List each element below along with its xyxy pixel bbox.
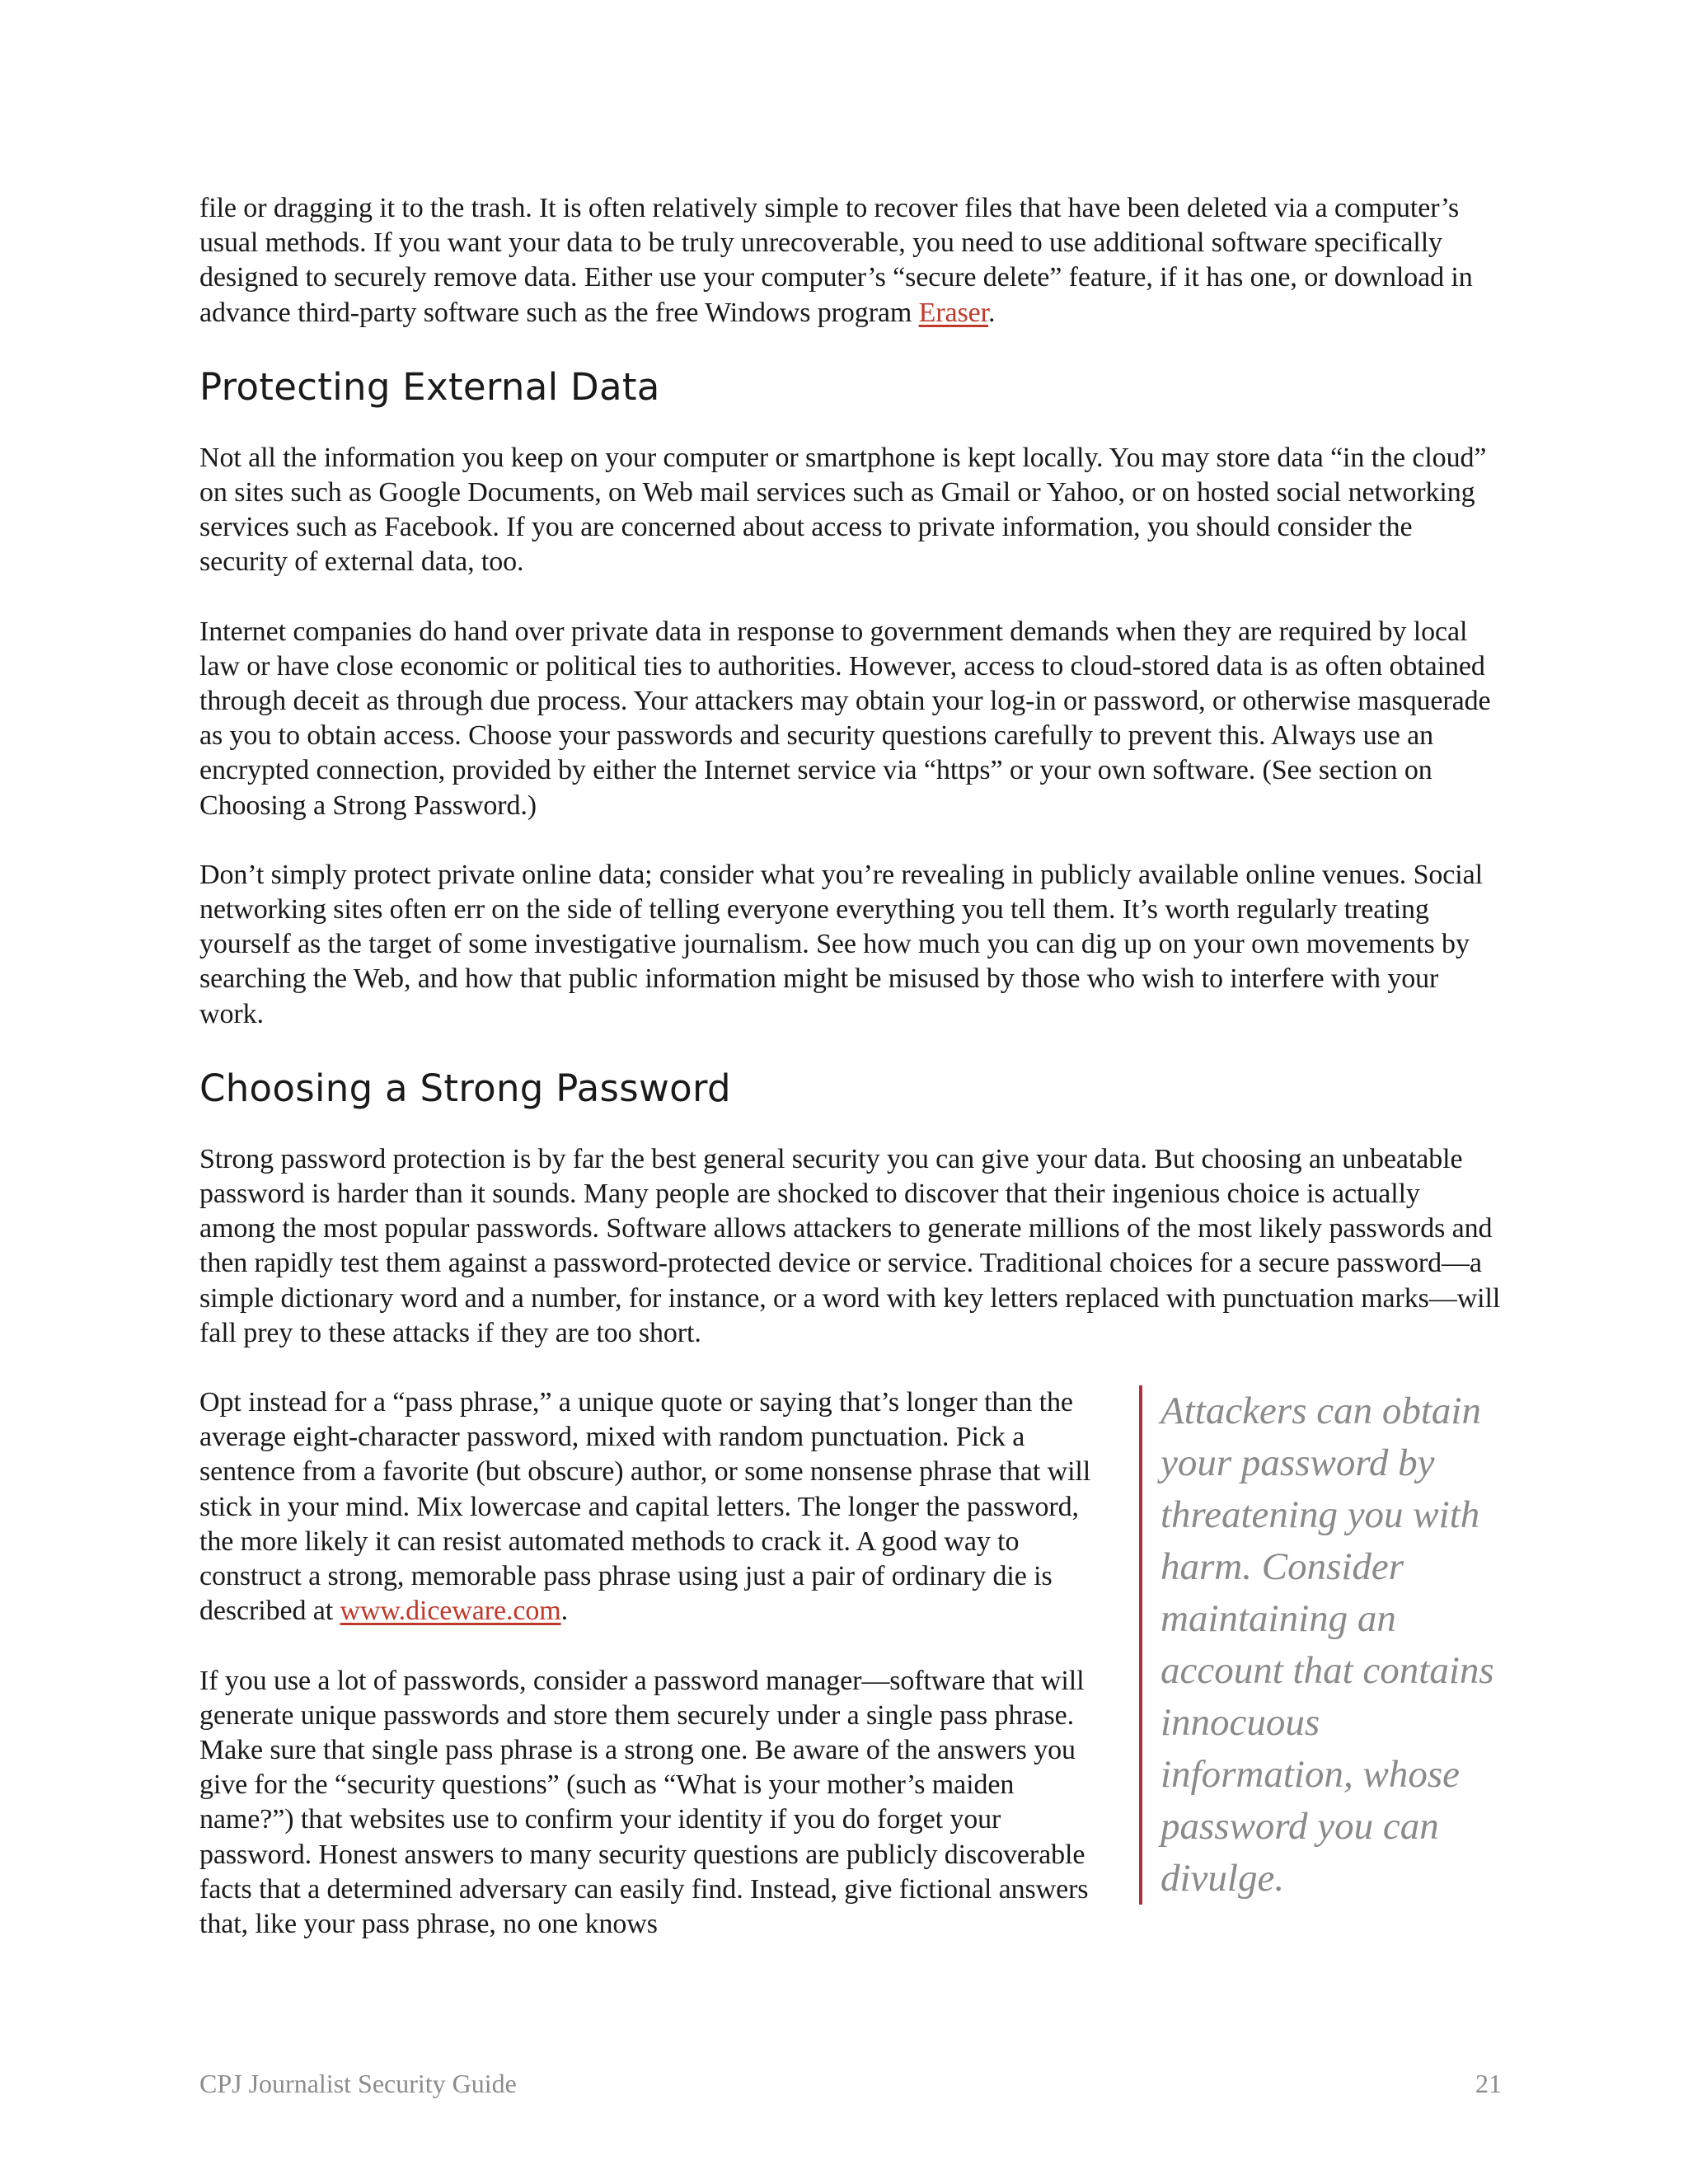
eraser-link[interactable]: Eraser (918, 297, 989, 328)
diceware-link[interactable]: www.diceware.com (340, 1596, 561, 1627)
intro-text: file or dragging it to the trash. It is often relatively simple to recover files that have been deleted via a computer’s usual methods. If you want your data to be truly unrecoverable, you need to use additional software specifically designed to securely remove data. Either use your computer’s “secure delete” feature, if it has one, or download in advance third-party software such as the free Windows program (199, 193, 1473, 328)
password-two-column (199, 1385, 1502, 1942)
intro-paragraph (199, 191, 1502, 330)
page-number: 21 (1475, 2069, 1502, 2098)
password-paragraph-3: If you use a lot of passwords, consider a password manager—software that will generate unique passwords and store them securely under a single pass phrase. Make sure that single pass phrase is a strong one. Be aware of the answers you give for the “security questions” (such as “What is your mother’s maiden name?”) that websites use to confirm your identity if you do forget your password. Honest answers to many security questions are publicly discoverable facts that a determined adversary can easily find. Instead, give fictional answers that, like your pass phrase, no one knows (199, 1665, 1089, 1939)
page-content (199, 191, 1502, 1942)
external-data-paragraph-2: Internet companies do hand over private data in response to government demands when they are required by local law or have close economic or political ties to authorities. However, access to cloud-stored data is as often obtained through deceit as through due process. Your attackers may obtain your log-in or password, or otherwise masquerade as you to obtain access. Choose your passwords and security questions carefully to prevent this. Always use an encrypted connection, provided by either the Internet service via “https” or your own software. (See section on Choosing a Strong Password.) (199, 616, 1491, 821)
footer-title: CPJ Journalist Security Guide (199, 2069, 517, 2098)
external-data-paragraph-1: Not all the information you keep on your computer or smartphone is kept locally. You may store data “in the cloud” on sites such as Google Documents, on Web mail services such as Gmail or Yahoo, or on hosted social networking services such as Facebook. If you are concerned about access to private information, you should consider the security of external data, too. (199, 442, 1487, 578)
pass-phrase-text: Opt instead for a “pass phrase,” a unique quote or saying that’s longer than the average eight-character password, mixed with random punctuation. Pick a sentence from a favorite (but obscure) author, or some nonsense phrase that will stick in your mind. Mix lowercase and capital letters. The longer the password, the more likely it can resist automated methods to crack it. A good way to construct a strong, memorable pass phrase using just a pair of ordinary die is described at (199, 1387, 1091, 1627)
intro-text-end: . (988, 297, 996, 328)
password-paragraph-2 (199, 1385, 1106, 1629)
pass-phrase-text-end: . (560, 1596, 568, 1627)
external-data-paragraph-3: Don’t simply protect private online data; consider what you’re revealing in publicly available online venues. Social networking sites often err on the side of telling everyone everything you tell them. It’s worth regularly treating yourself as the target of some investigative journalism. See how much you can dig up on your own movements by searching the Web, and how that public information might be misused by those who wish to interfere with your work. (199, 859, 1483, 1029)
password-main-column (199, 1385, 1106, 1942)
pull-quote: Attackers can obtain your password by threatening you with harm. Consider maintaining an account that contains innocuous information, whose password you can divulge. (1139, 1385, 1502, 1905)
password-paragraph-1: Strong password protection is by far the best general security you can give your data. But choosing an unbeatable password is harder than it sounds. Many people are shocked to discover that their ingenious choice is actually among the most popular passwords. Software allows attackers to generate millions of the most likely passwords and then rapidly test them against a password-protected device or service. Traditional choices for a secure password—a simple dictionary word and a number, for instance, or a word with key letters replaced with punctuation marks—will fall prey to these attacks if they are too short. (199, 1143, 1501, 1348)
heading-protecting-external-data: Protecting External Data (199, 364, 660, 409)
heading-choosing-strong-password: Choosing a Strong Password (199, 1066, 731, 1110)
